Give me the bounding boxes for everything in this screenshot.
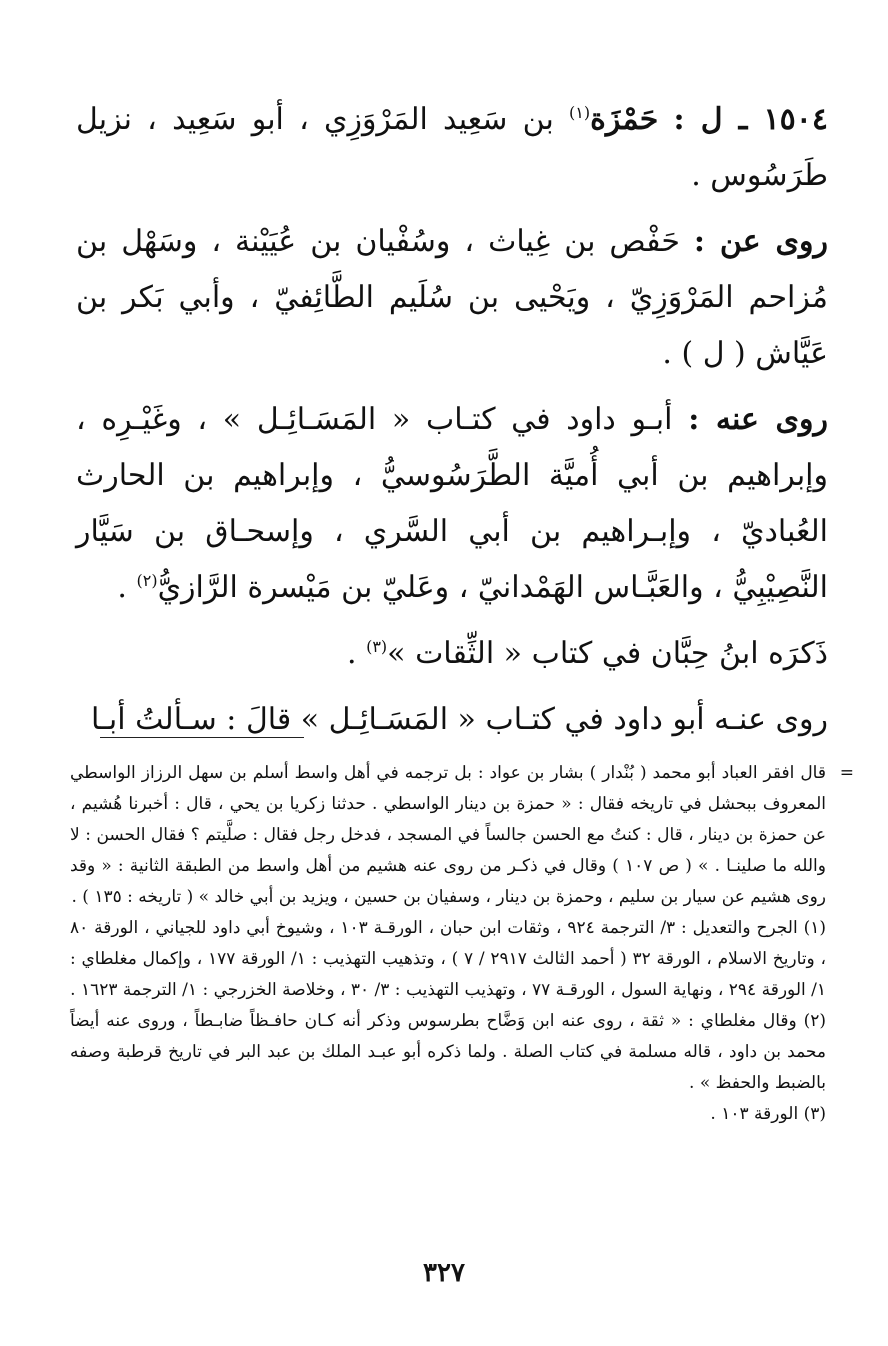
footnotes <box>70 758 854 1130</box>
footnote-ref-2: (٢) <box>136 571 158 590</box>
narrated-from-text: حَفْص بن غِياث ، وسُفْيان بن عُيَيْنة ، وسَهْل بن مُزاحم المَرْوَزِيّ ، ويَحْيى بن سُلَيم الطَّائِفيّ ، وأبي بَكر بن عَيَّاش ( ل ) . <box>76 224 828 371</box>
footnote-continued: قال افقر العباد أبو محمد ( بُنْدار ) بشار بن عواد : بل ترجمه في أهل واسط أسلم بن سهل الرزاز الواسطي المعروف ببحشل في تاريخه فقال : « حمزة بن دينار الواسطي . حدثنا زكريا بن يحي ، قال : أخبرنا هُشيم ، عن حمزة بن دينار ، قال : كنتُ مع الحسن جالساً في المسجد ، فدخل رجل فقال : صلَّيتم ؟ فقال الحسن : لا والله ما صلينـا . » ( ص ١٠٧ ) وقال في ذكـر من روى عنه هشيم من أهل واسط من الطبقة الثانية : « وقد روى هشيم عن سيار بن سليم ، وحمزة بن دينار ، وسفيان بن حسين ، ويزيد بن أبي خالد » ( تاريخه : ١٣٥ ) . <box>70 763 826 907</box>
entry-heading-paragraph <box>76 92 828 204</box>
narrated-by-paragraph <box>76 392 828 616</box>
ibn-hibban-text: ذَكرَه ابنُ حِبَّان في كتاب « الثِّقات » <box>387 636 828 671</box>
entry-lineage: بن سَعِيد المَرْوَزِي ، أبو سَعِيد ، نزيل طَرَسُوس . <box>76 102 828 193</box>
footnote-2: (٢) وقال مغلطاي : « ثقة ، روى عنه ابن وَضَّاح بطرسوس وذكر أنه كـان حافـظاً ضابـطاً ، وروى عنه أيضاً محمد بن داود ، قاله مسلمة في كتاب الصلة . ولما ذكره أبو عبـد الملك بن عبد البر في تاريخ قرطبة وصفه بالضبط والحفظ » . <box>70 1011 827 1093</box>
main-text <box>76 92 828 748</box>
entry-name: حَمْزَة <box>590 102 659 137</box>
closing-paragraph <box>76 692 828 748</box>
footnote-1: (١) الجرح والتعديل : ٣/ الترجمة ٩٢٤ ، وثقات ابن حبان ، الورقـة ١٠٣ ، وشيوخ أبي داود للجياني ، الورقة ٨٠ ، وتاريخ الاسلام ، الورقة ٣٢ ( أحمد الثالث ٢٩١٧ / ٧ ) ، وتذهيب التهذيب : ١/ الورقة ١٧٧ ، وإكمال مغلطاي : ١/ الورقة ٢٩٤ ، ونهاية السول ، الورقـة ٧٧ ، وتهذيب التهذيب : ٣/ ٣٠ ، وخلاصة الخزرجي : ١/ الترجمة ١٦٢٣ . <box>70 918 826 1000</box>
page-number: ٣٢٧ <box>423 1258 465 1288</box>
ibn-hibban-paragraph <box>76 626 828 682</box>
footnote-ref-1: (١) <box>569 103 591 122</box>
narrated-from-label: روى عن : <box>693 224 829 259</box>
ibn-hibban-end: . <box>347 636 367 671</box>
narrated-from-paragraph <box>76 214 828 382</box>
continuation-mark: = <box>839 763 854 783</box>
footnote-3: (٣) الورقة ١٠٣ . <box>710 1104 826 1124</box>
entry-number: ١٥٠٤ ـ ل : <box>673 102 828 137</box>
narrated-by-text: أبـو داود في كتـاب « المَسَـائِـل » ، وغَيْـرِه ، وإبراهيم بن أبي أُميَّة الطَّرَسُوسيُّ ، وإبراهيم بن الحارث العُباديّ ، وإبـراهيم بن أبي السَّري ، وإسحـاق بن سَيَّار النَّصِيْبِيُّ ، والعَبَّـاس الهَمْدانيّ ، وعَليّ بن مَيْسرة الرَّازيُّ <box>76 402 828 605</box>
narrated-by-label: روى عنه : <box>688 402 828 437</box>
footnote-ref-3: (٣) <box>366 637 388 656</box>
closing-line: روى عنـه أبو داود في كتـاب « المَسَـائِـل » قالَ : سـألتُ أبـا <box>90 702 828 737</box>
footnote-separator <box>100 737 304 738</box>
narrated-by-end: . <box>117 570 137 605</box>
